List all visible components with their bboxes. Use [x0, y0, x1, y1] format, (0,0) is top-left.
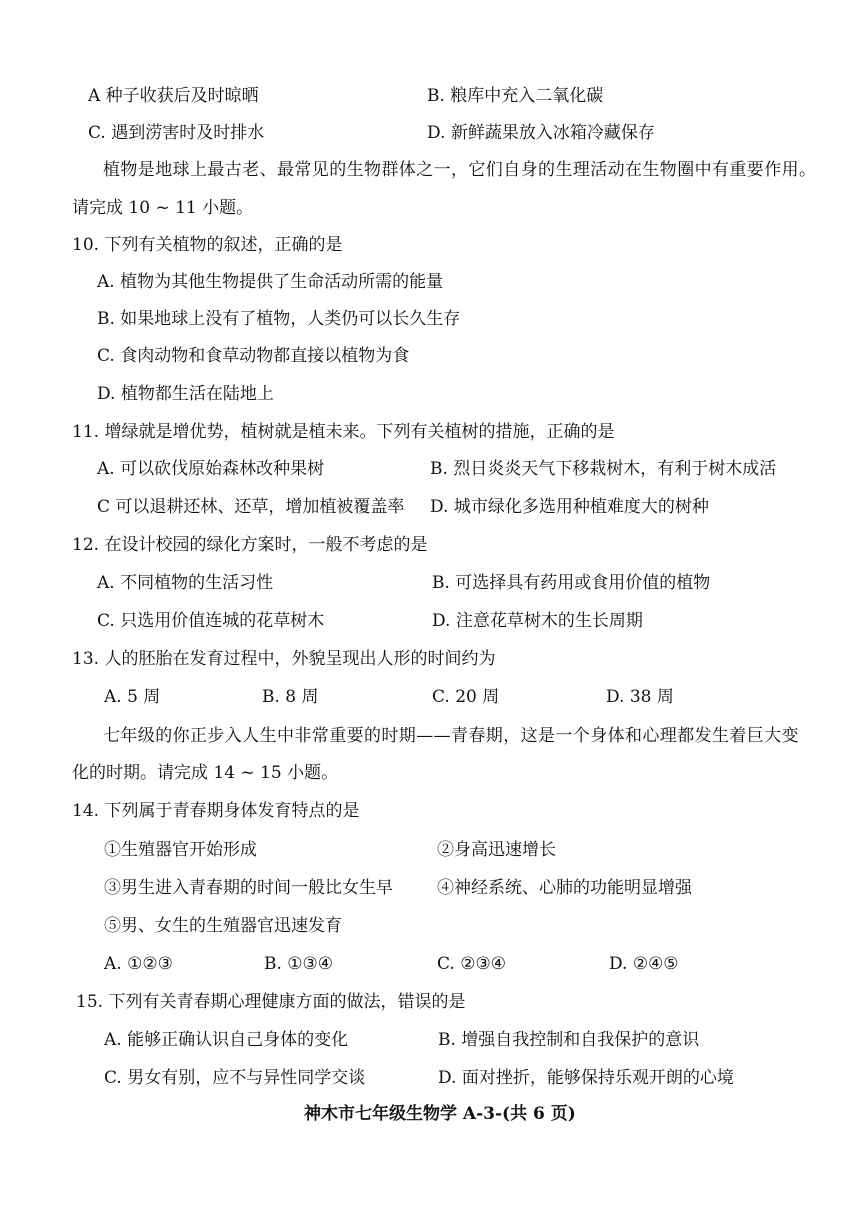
q13-stem: 13. 人的胚胎在发育过程中，外貌呈现出人形的时间约为 [72, 649, 496, 669]
q13-option-a: A. 5 周 [104, 687, 161, 707]
q15-option-d: D. 面对挫折，能够保持乐观开朗的心境 [438, 1068, 734, 1088]
q15-option-a: A. 能够正确认识自己身体的变化 [104, 1030, 349, 1050]
q10-option-c: C. 食肉动物和食草动物都直接以植物为食 [97, 346, 410, 366]
q12-option-a: A. 不同植物的生活习性 [97, 573, 274, 593]
q14-statement-4: ④神经系统、心肺的功能明显增强 [437, 878, 692, 898]
q10-option-a: A. 植物为其他生物提供了生命活动所需的能量 [97, 272, 444, 292]
q11-option-b: B. 烈日炎炎天气下移栽树木，有利于树木成活 [430, 459, 777, 479]
q10-option-d: D. 植物都生活在陆地上 [97, 384, 274, 404]
intro-14-15-line-1: 七年级的你正步入人生中非常重要的时期——青春期，这是一个身体和心理都发生着巨大变 [103, 726, 799, 746]
q12-option-b: B. 可选择具有药用或食用价值的植物 [432, 573, 711, 593]
q14-statement-3: ③男生进入青春期的时间一般比女生早 [104, 878, 393, 898]
q14-statement-2: ②身高迅速增长 [437, 840, 556, 860]
q9-option-a: A 种子收获后及时晾晒 [88, 86, 259, 106]
q13-option-d: D. 38 周 [606, 687, 674, 707]
q15-option-b: B. 增强自我控制和自我保护的意识 [438, 1030, 700, 1050]
q13-option-b: B. 8 周 [262, 687, 319, 707]
q15-stem: 15. 下列有关青春期心理健康方面的做法，错误的是 [76, 992, 466, 1012]
intro-10-11-line-1: 植物是地球上最古老、最常见的生物群体之一，它们自身的生理活动在生物圈中有重要作用。 [103, 160, 817, 180]
page-footer: 神木市七年级生物学 A-3-(共 6 页) [304, 1104, 576, 1124]
q11-option-a: A. 可以砍伐原始森林改种果树 [97, 459, 325, 479]
q14-statement-1: ①生殖器官开始形成 [104, 840, 257, 860]
q9-option-d: D. 新鲜蔬果放入冰箱冷藏保存 [427, 123, 655, 143]
q12-option-c: C. 只选用价值连城的花草树木 [97, 611, 325, 631]
q13-option-c: C. 20 周 [432, 687, 500, 707]
q14-option-b: B. ①③④ [264, 954, 334, 974]
q14-option-d: D. ②④⑤ [609, 954, 679, 974]
q10-stem: 10. 下列有关植物的叙述，正确的是 [72, 235, 343, 255]
intro-10-11-line-2: 请完成 10 ~ 11 小题。 [72, 198, 254, 218]
q11-stem: 11. 增绿就是增优势，植树就是植未来。下列有关植树的措施，正确的是 [72, 422, 615, 442]
q11-option-c: C 可以退耕还林、还草，增加植被覆盖率 [97, 497, 405, 517]
intro-14-15-line-2: 化的时期。请完成 14 ~ 15 小题。 [72, 763, 339, 783]
q10-option-b: B. 如果地球上没有了植物，人类仍可以长久生存 [97, 309, 461, 329]
q9-option-b: B. 粮库中充入二氧化碳 [427, 86, 604, 106]
q14-option-a: A. ①②③ [104, 954, 173, 974]
q14-statement-5: ⑤男、女生的生殖器官迅速发育 [104, 916, 342, 936]
q11-option-d: D. 城市绿化多选用种植难度大的树种 [430, 497, 709, 517]
q12-option-d: D. 注意花草树木的生长周期 [432, 611, 643, 631]
q14-option-c: C. ②③④ [437, 954, 506, 974]
q14-stem: 14. 下列属于青春期身体发育特点的是 [72, 801, 360, 821]
q12-stem: 12. 在设计校园的绿化方案时，一般不考虑的是 [72, 535, 428, 555]
q15-option-c: C. 男女有别，应不与异性同学交谈 [104, 1068, 366, 1088]
q9-option-c: C. 遇到涝害时及时排水 [88, 123, 265, 143]
